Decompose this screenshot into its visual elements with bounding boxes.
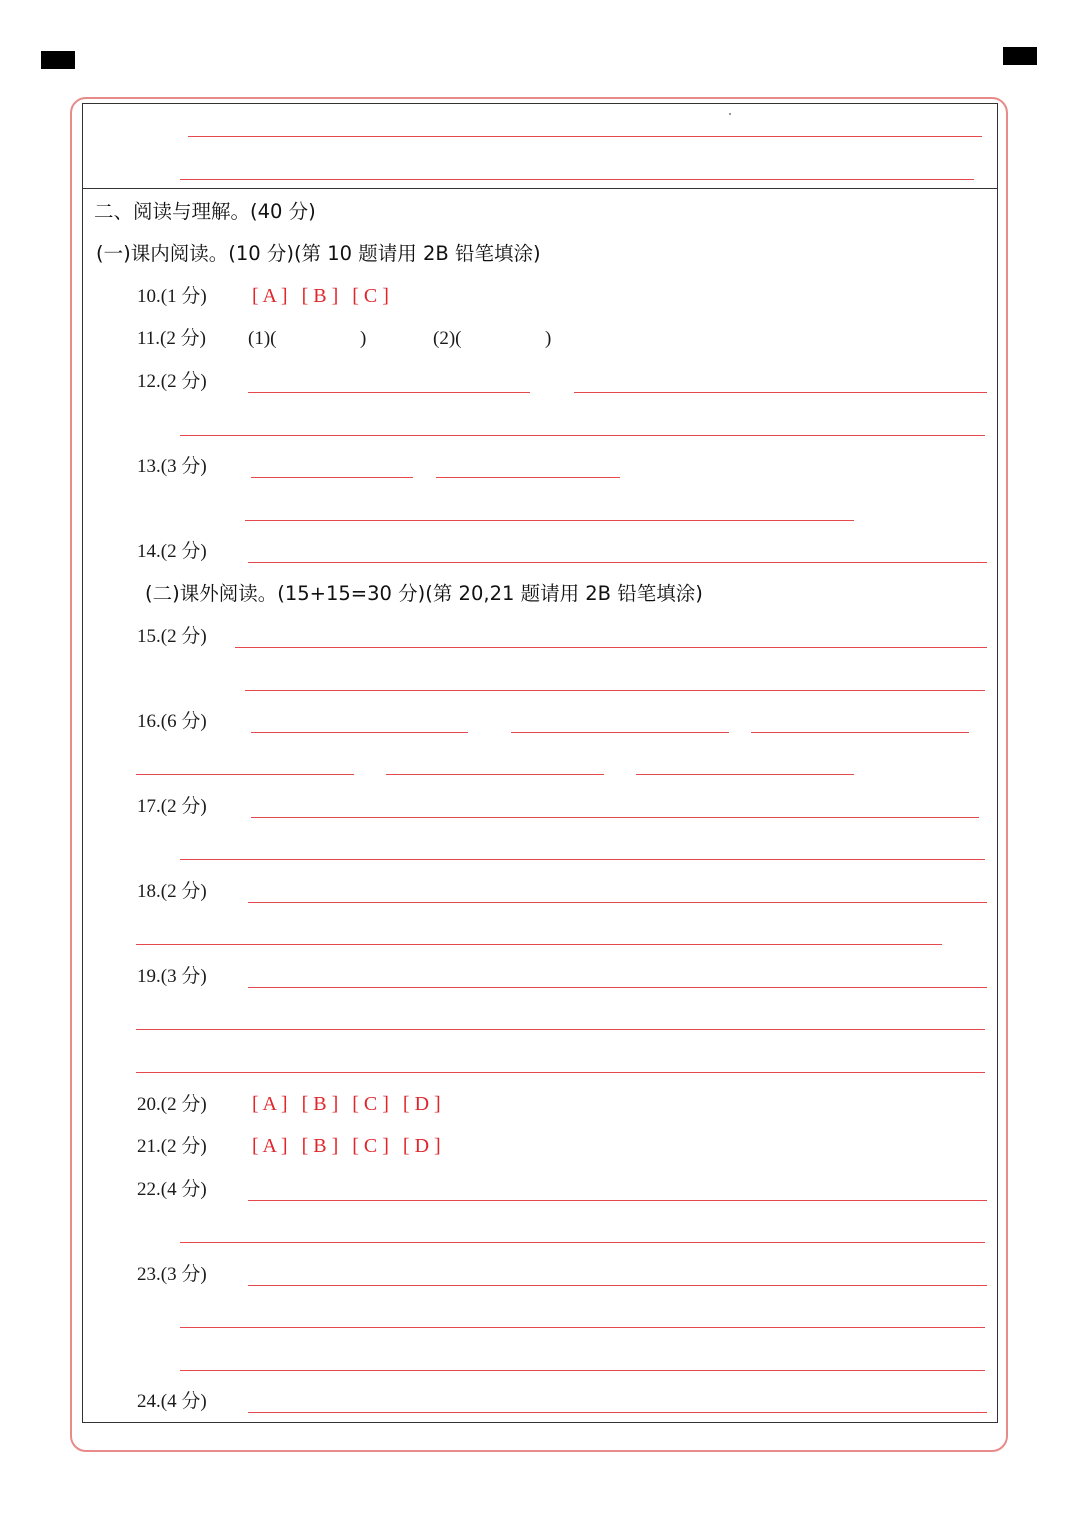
question-label-16: 16.(6 分) <box>137 711 207 732</box>
answer-line[interactable] <box>751 732 969 733</box>
answer-line[interactable] <box>245 690 985 691</box>
q20-options <box>252 1092 455 1116</box>
corner-marker-left <box>41 51 75 69</box>
answer-line[interactable] <box>180 435 985 436</box>
answer-box <box>82 103 998 1423</box>
answer-line[interactable] <box>436 477 620 478</box>
answer-line[interactable] <box>248 392 530 393</box>
answer-line[interactable] <box>136 944 942 945</box>
question-label-22: 22.(4 分) <box>137 1179 207 1200</box>
q10-option-b[interactable]: [ B ] <box>301 285 339 307</box>
q21-option-a[interactable]: [ A ] <box>252 1135 288 1157</box>
q20-option-a[interactable]: [ A ] <box>252 1093 288 1115</box>
question-label-10: 10.(1 分) <box>137 286 207 307</box>
answer-line[interactable] <box>180 179 974 180</box>
answer-line[interactable] <box>245 520 854 521</box>
q21-option-c[interactable]: [ C ] <box>352 1135 389 1157</box>
answer-line[interactable] <box>136 1072 985 1073</box>
question-label-24: 24.(4 分) <box>137 1391 207 1412</box>
question-label-15: 15.(2 分) <box>137 626 207 647</box>
question-label-17: 17.(2 分) <box>137 796 207 817</box>
part1-title: (一)课内阅读。(10 分)(第 10 题请用 2B 铅笔填涂) <box>96 242 541 265</box>
answer-line[interactable] <box>136 1029 985 1030</box>
answer-line[interactable] <box>574 392 987 393</box>
question-label-23: 23.(3 分) <box>137 1264 207 1285</box>
answer-line[interactable] <box>248 1200 987 1201</box>
question-label-11: 11.(2 分) <box>137 328 206 349</box>
q11-sub2-close: ) <box>545 328 552 349</box>
answer-line[interactable] <box>248 1285 987 1286</box>
question-label-13: 13.(3 分) <box>137 456 207 477</box>
question-label-18: 18.(2 分) <box>137 881 207 902</box>
question-label-21: 21.(2 分) <box>137 1136 207 1157</box>
answer-line[interactable] <box>180 1242 985 1243</box>
q10-option-c[interactable]: [ C ] <box>352 285 389 307</box>
answer-line[interactable] <box>188 136 982 137</box>
q11-sub1-open[interactable]: (1)( <box>248 328 277 349</box>
question-label-14: 14.(2 分) <box>137 541 207 562</box>
q21-option-b[interactable]: [ B ] <box>301 1135 339 1157</box>
answer-line[interactable] <box>248 902 987 903</box>
stray-dot <box>729 113 731 115</box>
answer-line[interactable] <box>248 1412 987 1413</box>
answer-line[interactable] <box>251 817 979 818</box>
answer-line[interactable] <box>180 1327 985 1328</box>
q10-option-a[interactable]: [ A ] <box>252 285 288 307</box>
part2-title: (二)课外阅读。(15+15=30 分)(第 20,21 题请用 2B 铅笔填涂) <box>145 582 703 605</box>
answer-line[interactable] <box>136 774 354 775</box>
q10-options <box>252 284 403 308</box>
answer-line[interactable] <box>251 732 468 733</box>
answer-line[interactable] <box>386 774 604 775</box>
section-divider <box>82 188 998 189</box>
section-title: 二、阅读与理解。(40 分) <box>94 200 316 223</box>
question-label-19: 19.(3 分) <box>137 966 207 987</box>
answer-line[interactable] <box>248 562 987 563</box>
q20-option-d[interactable]: [ D ] <box>402 1093 441 1115</box>
answer-line[interactable] <box>235 647 987 648</box>
question-label-20: 20.(2 分) <box>137 1094 207 1115</box>
answer-line[interactable] <box>511 732 729 733</box>
q21-option-d[interactable]: [ D ] <box>402 1135 441 1157</box>
answer-line[interactable] <box>636 774 854 775</box>
q21-options <box>252 1134 455 1158</box>
q20-option-b[interactable]: [ B ] <box>301 1093 339 1115</box>
answer-line[interactable] <box>248 987 987 988</box>
answer-line[interactable] <box>251 477 413 478</box>
q11-sub2-open[interactable]: (2)( <box>433 328 462 349</box>
corner-marker-right <box>1003 47 1037 65</box>
answer-line[interactable] <box>180 859 985 860</box>
answer-line[interactable] <box>180 1370 985 1371</box>
question-label-12: 12.(2 分) <box>137 371 207 392</box>
q20-option-c[interactable]: [ C ] <box>352 1093 389 1115</box>
q11-sub1-close: ) <box>360 328 367 349</box>
